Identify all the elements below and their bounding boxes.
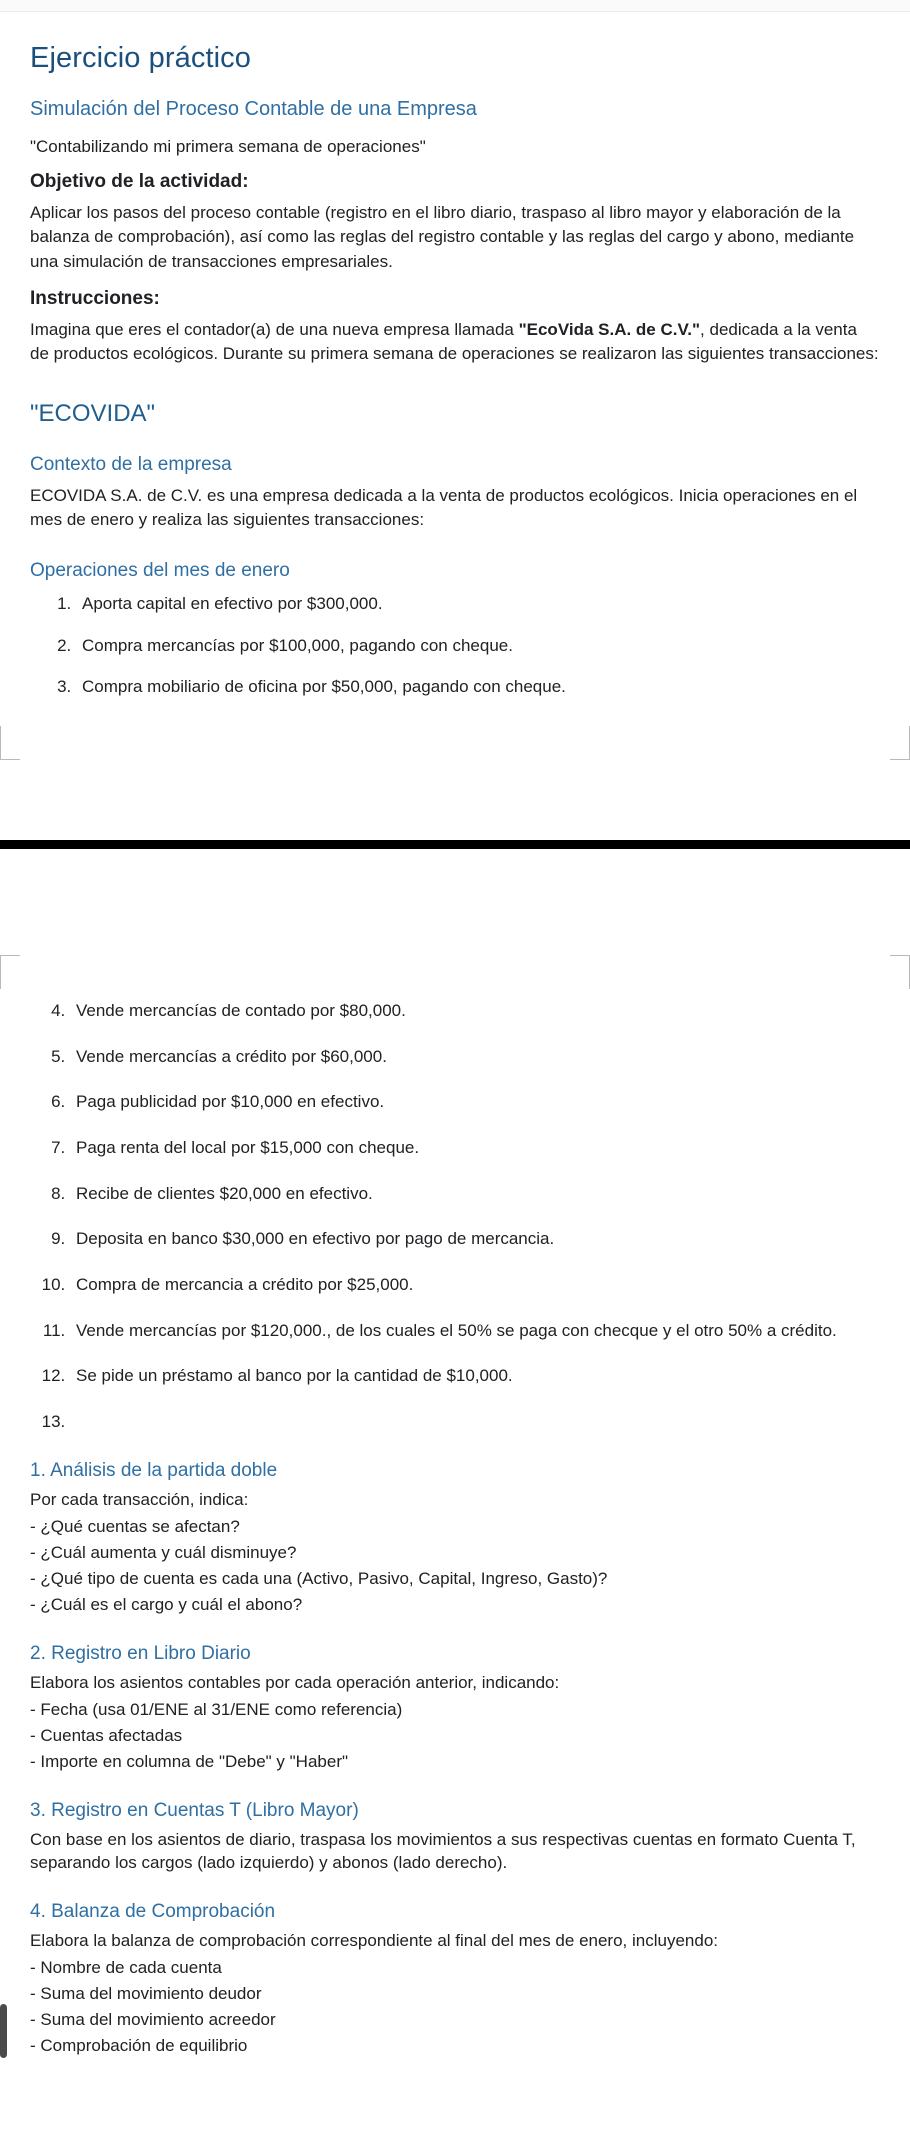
instructions-post: , dedicada a la venta de productos ecológicos. Durante su primera semana de operaciones se realizaron las siguientes transacciones: (30, 319, 879, 363)
bottom-spacer (30, 2058, 880, 2098)
page-title: Ejercicio práctico (30, 42, 251, 74)
list-item: 6. Paga publicidad por $10,000 en efectivo. (70, 1090, 880, 1115)
list-item: - ¿Qué cuentas se afectan? (30, 1517, 240, 1537)
context-heading: Contexto de la empresa (30, 453, 232, 475)
list-item: - Fecha (usa 01/ENE al 31/ENE como referencia) (30, 1699, 403, 1719)
list-item: 2. Compra mercancías por $100,000, pagando con cheque. (76, 634, 880, 659)
instructions-pre: Imagina que eres el contador(a) de una nueva empresa llamada (30, 319, 519, 339)
browser-top-strip (0, 0, 910, 12)
list-item: - Comprobación de equilibrio (30, 2035, 248, 2055)
section-2-heading: 2. Registro en Libro Diario (30, 1643, 251, 1664)
document-content-page-2 (0, 999, 910, 2098)
page-break-divider (0, 840, 910, 849)
crop-mark-icon (890, 955, 910, 989)
objective-heading: Objetivo de la actividad: (30, 171, 249, 193)
objective-text: Aplicar los pasos del proceso contable (registro en el libro diario, traspaso al libro mayor y elaboración de la balanza de comprobación), así como las reglas del registro contable y las reglas del cargo y abono, mediante una simulación de transacciones empresariales. (30, 203, 855, 271)
page-break-gap (0, 792, 910, 840)
section-2-items (30, 1699, 880, 1774)
crop-mark-icon (0, 726, 20, 760)
list-item: 12. Se pide un préstamo al banco por la cantidad de $10,000. (70, 1364, 880, 1389)
company-name: "EcoVida S.A. de C.V." (518, 319, 701, 339)
section-1-heading: 1. Análisis de la partida doble (30, 1460, 278, 1482)
document-subtitle: Simulación del Proceso Contable de una Empresa (30, 98, 477, 121)
page-break-gap-lower (0, 849, 910, 897)
list-item: 5. Vende mercancías a crédito por $60,000. (70, 1045, 880, 1070)
list-item (70, 1410, 880, 1435)
section-4-heading: 4. Balanza de Comprobación (30, 1901, 276, 1923)
operations-list-page-1 (30, 592, 880, 700)
section-3-lead: Con base en los asientos de diario, traspasa los movimientos a sus respectivas cuentas en formato Cuenta T, separando los cargos (lado izquierdo) y abonos (lado derecho). (30, 1829, 856, 1873)
list-item: - ¿Cuál es el cargo y cuál el abono? (30, 1595, 303, 1615)
list-item: - Nombre de cada cuenta (30, 1958, 222, 1977)
list-item: 4. Vende mercancías de contado por $80,000. (70, 999, 880, 1024)
section-4-lead: Elabora la balanza de comprobación correspondiente al final del mes de enero, incluyendo: (30, 1931, 718, 1951)
list-item: 11. Vende mercancías por $120,000., de los cuales el 50% se paga con checque y el otro 50% a crédito. (70, 1319, 880, 1344)
section-2-lead: Elabora los asientos contables por cada operación anterior, indicando: (30, 1673, 560, 1692)
list-item: - Importe en columna de "Debe" y "Haber" (30, 1751, 349, 1771)
list-item: - Cuentas afectadas (30, 1725, 183, 1745)
instructions-text (30, 318, 880, 366)
operations-list-page-2 (30, 999, 880, 1434)
list-item: 1. Aporta capital en efectivo por $300,000. (76, 592, 880, 617)
page-break-crop-marks-top (0, 726, 910, 792)
section-1-items (30, 1516, 880, 1617)
document-quote: "Contabilizando mi primera semana de operaciones" (30, 137, 426, 157)
list-item: - ¿Qué tipo de cuenta es cada una (Activo, Pasivo, Capital, Ingreso, Gasto)? (30, 1569, 608, 1589)
page-break-crop-marks-bottom (0, 923, 910, 989)
operations-heading: Operaciones del mes de enero (30, 560, 290, 582)
list-item: 9. Deposita en banco $30,000 en efectivo por pago de mercancia. (70, 1227, 880, 1252)
list-item: - Suma del movimiento deudor (30, 1983, 262, 2003)
crop-mark-icon (0, 955, 20, 989)
list-item: 3. Compra mobiliario de oficina por $50,000, pagando con cheque. (76, 675, 880, 700)
list-item: 8. Recibe de clientes $20,000 en efectivo. (70, 1182, 880, 1207)
context-text: ECOVIDA S.A. de C.V. es una empresa dedicada a la venta de productos ecológicos. Inicia operaciones en el mes de enero y realiza las siguientes transacciones: (30, 485, 858, 529)
list-item: 10. Compra de mercancia a crédito por $25,000. (70, 1273, 880, 1298)
instructions-heading: Instrucciones: (30, 287, 160, 309)
ecovida-title: "ECOVIDA" (30, 399, 156, 427)
list-item: - Suma del movimiento acreedor (30, 2009, 276, 2029)
document-content (0, 40, 910, 700)
crop-mark-icon (890, 726, 910, 760)
section-3-heading: 3. Registro en Cuentas T (Libro Mayor) (30, 1799, 359, 1821)
section-4-items (30, 1957, 880, 2058)
list-item: - ¿Cuál aumenta y cuál disminuye? (30, 1543, 297, 1563)
section-1-lead: Por cada transacción, indica: (30, 1490, 249, 1510)
scroll-handle[interactable] (0, 2004, 7, 2058)
list-item: 7. Paga renta del local por $15,000 con cheque. (70, 1136, 880, 1161)
